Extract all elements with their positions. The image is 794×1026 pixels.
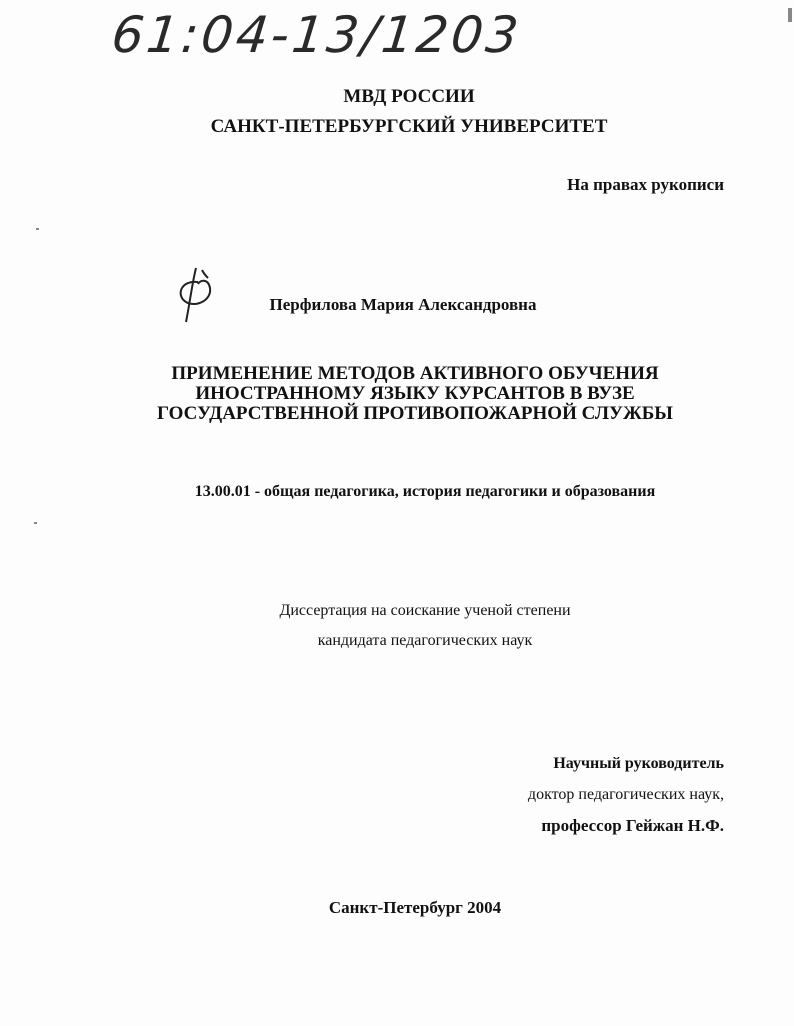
dissertation-degree-line1: Диссертация на соискание ученой степени	[279, 602, 571, 619]
specialty-code: 13.00.01 - общая педагогика, история педагогики и образования	[194, 483, 656, 500]
title-line: ПРИМЕНЕНИЕ МЕТОДОВ АКТИВНОГО ОБУЧЕНИЯ	[171, 363, 659, 384]
university-heading: САНКТ-ПЕТЕРБУРГСКИЙ УНИВЕРСИТЕТ	[210, 116, 608, 137]
supervisor-role: Научный руководитель	[553, 755, 724, 772]
dissertation-degree-line2: кандидата педагогических наук	[317, 632, 533, 649]
archive-number: 61:04-13/1203	[108, 6, 524, 64]
author-name: Перфилова Мария Александровна	[269, 295, 537, 314]
dissertation-title	[0, 364, 794, 424]
title-line: ГОСУДАРСТВЕННОЙ ПРОТИВОПОЖАРНОЙ СЛУЖБЫ	[157, 403, 673, 424]
supervisor-block	[528, 748, 724, 841]
supervisor-degree: доктор педагогических наук,	[527, 786, 724, 803]
city-year: Санкт-Петербург 2004	[328, 898, 502, 917]
rights-note: На правах рукописи	[567, 175, 724, 194]
ministry-heading: МВД РОССИИ	[343, 86, 475, 107]
supervisor-name: профессор Гейжан Н.Ф.	[541, 816, 724, 835]
scan-speck	[34, 522, 37, 524]
title-line: ИНОСТРАННОМУ ЯЗЫКУ КУРСАНТОВ В ВУЗЕ	[195, 383, 635, 404]
scan-speck	[788, 8, 792, 22]
scan-speck	[36, 228, 39, 230]
